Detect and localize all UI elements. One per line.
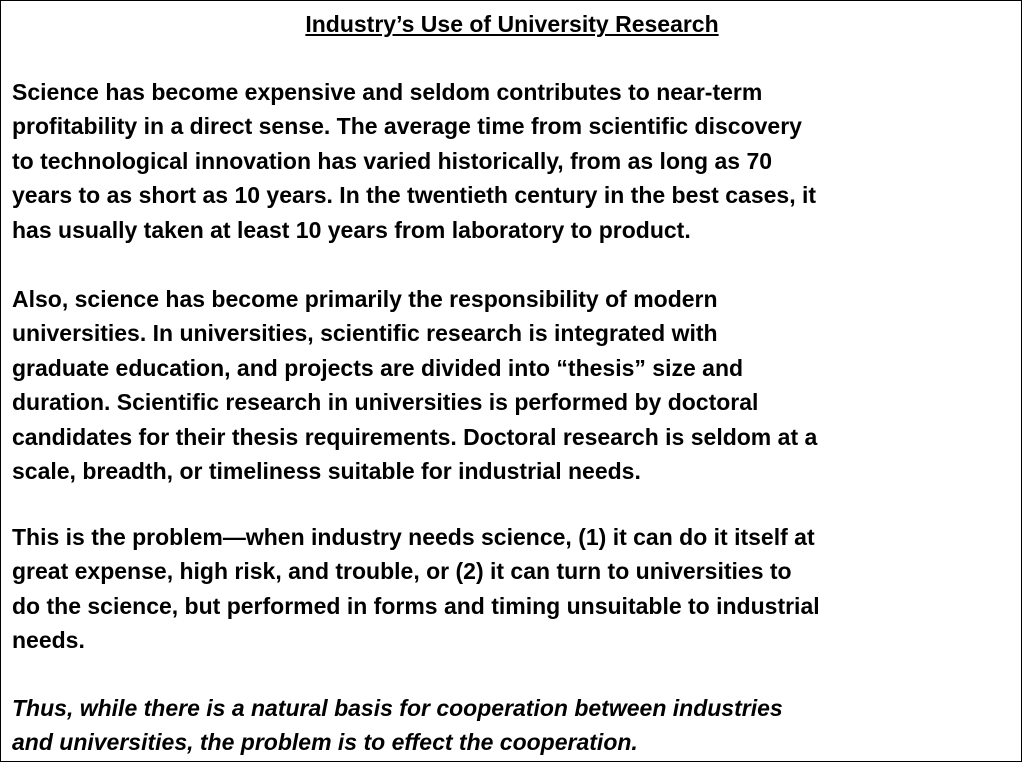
paragraph-the-problem: This is the problem—when industry needs science, (1) it can do it itself at great expense, high risk, and trouble, or (2) it can turn to universities to do the science, but performed in forms and timing unsuitable to industrial needs.	[12, 524, 820, 654]
paragraph-cost-of-science: Science has become expensive and seldom contributes to near-term profitability in a direct sense. The average time from scientific discovery to technological innovation has varied historically, from as long as 70 years to as short as 10 years. In the twentieth century in the best cases, it has usually taken at least 10 years from laboratory to product.	[12, 79, 817, 243]
paragraph-university-responsibility: Also, science has become primarily the responsibility of modern universities. In universities, scientific research is integrated with graduate education, and projects are divided into “thesis” size and duration. Scientific research in universities is performed by doctoral candidates for their thesis requirements. Doctoral research is seldom at a scale, breadth, or timeliness suitable for industrial needs.	[12, 286, 818, 485]
slide-title: Industry’s Use of University Research	[305, 11, 719, 37]
paragraph-conclusion: Thus, while there is a natural basis for cooperation between industries and universities, the problem is to effect the cooperation.	[12, 695, 783, 756]
